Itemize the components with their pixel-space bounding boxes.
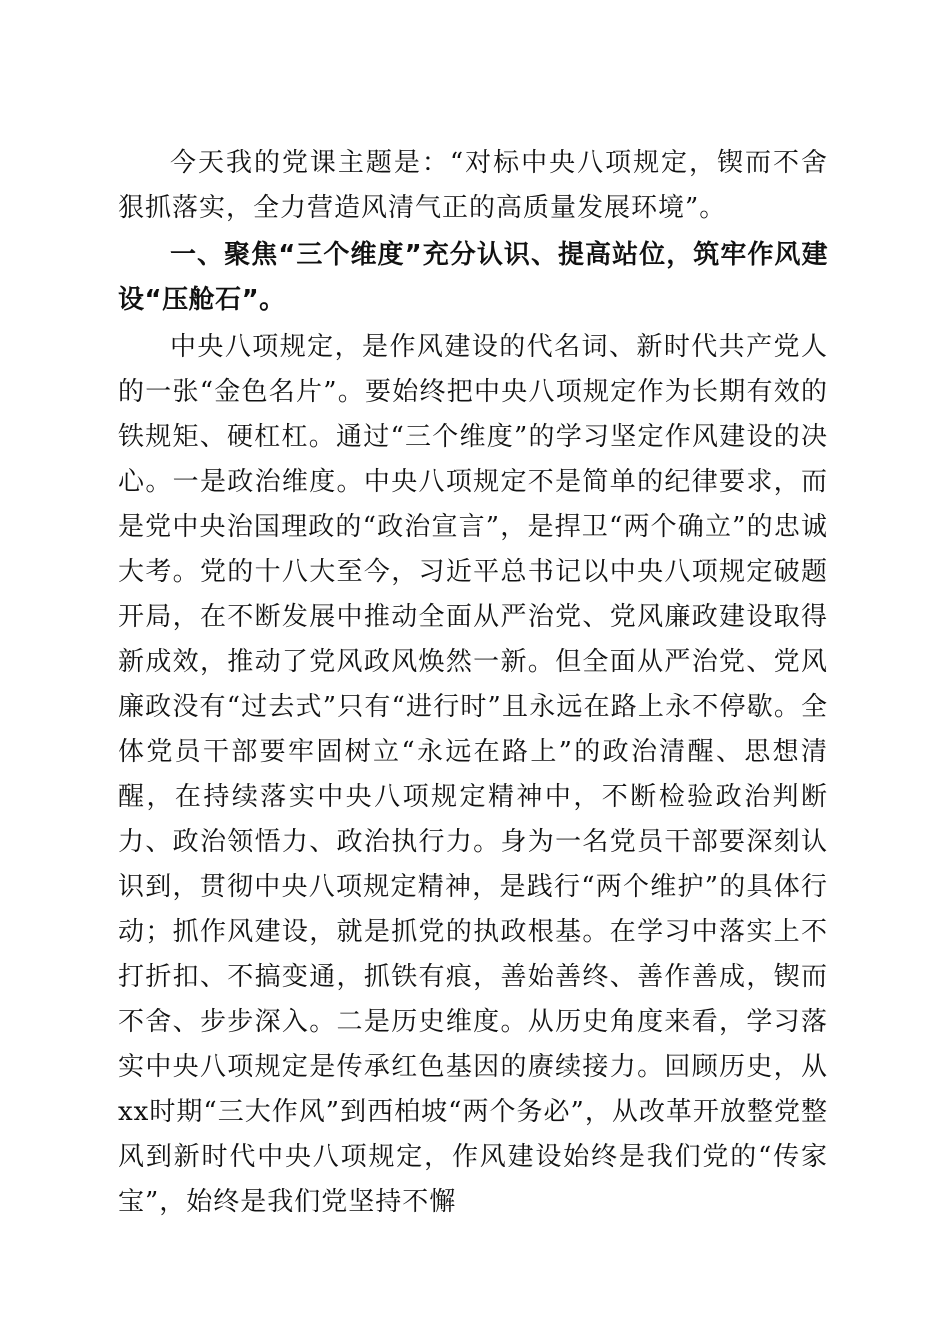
document-body xyxy=(118,141,828,1225)
body-paragraph: 中央八项规定，是作风建设的代名词、新时代共产党人的一张“金色名片”。要始终把中央八项规定作为长期有效的铁规矩、硬杠杠。通过“三个维度”的学习坚定作风建设的决心。一是政治维度。中央八项规定不是简单的纪律要求，而是党中央治国理政的“政治宣言”，是捍卫“两个确立”的忠诚大考。党的十八大至今，习近平总书记以中央八项规定破题开局，在不断发展中推动全面从严治党、党风廉政建设取得新成效，推动了党风政风焕然一新。但全面从严治党、党风廉政没有“过去式”只有“进行时”且永远在路上永不停歇。全体党员干部要牢固树立“永远在路上”的政治清醒、思想清醒，在持续落实中央八项规定精神中，不断检验政治判断力、政治领悟力、政治执行力。身为一名党员干部要深刻认识到，贯彻中央八项规定精神，是践行“两个维护”的具体行动；抓作风建设，就是抓党的执政根基。在学习中落实上不打折扣、不搞变通，抓铁有痕，善始善终、善作善成，锲而不舍、步步深入。二是历史维度。从历史角度来看，学习落实中央八项规定是传承红色基因的赓续接力。回顾历史，从xx时期“三大作风”到西柏坡“两个务必”，从改革开放整党整风到新时代中央八项规定，作风建设始终是我们党的“传家宝”，始终是我们党坚持不懈 xyxy=(118,332,828,1217)
intro-paragraph: 今天我的党课主题是：“对标中央八项规定，锲而不舍狠抓落实，全力营造风清气正的高质量发展环境”。 xyxy=(118,148,828,223)
section-heading: 一、聚焦“三个维度”充分认识、提高站位，筑牢作风建设“压舱石”。 xyxy=(118,240,828,315)
